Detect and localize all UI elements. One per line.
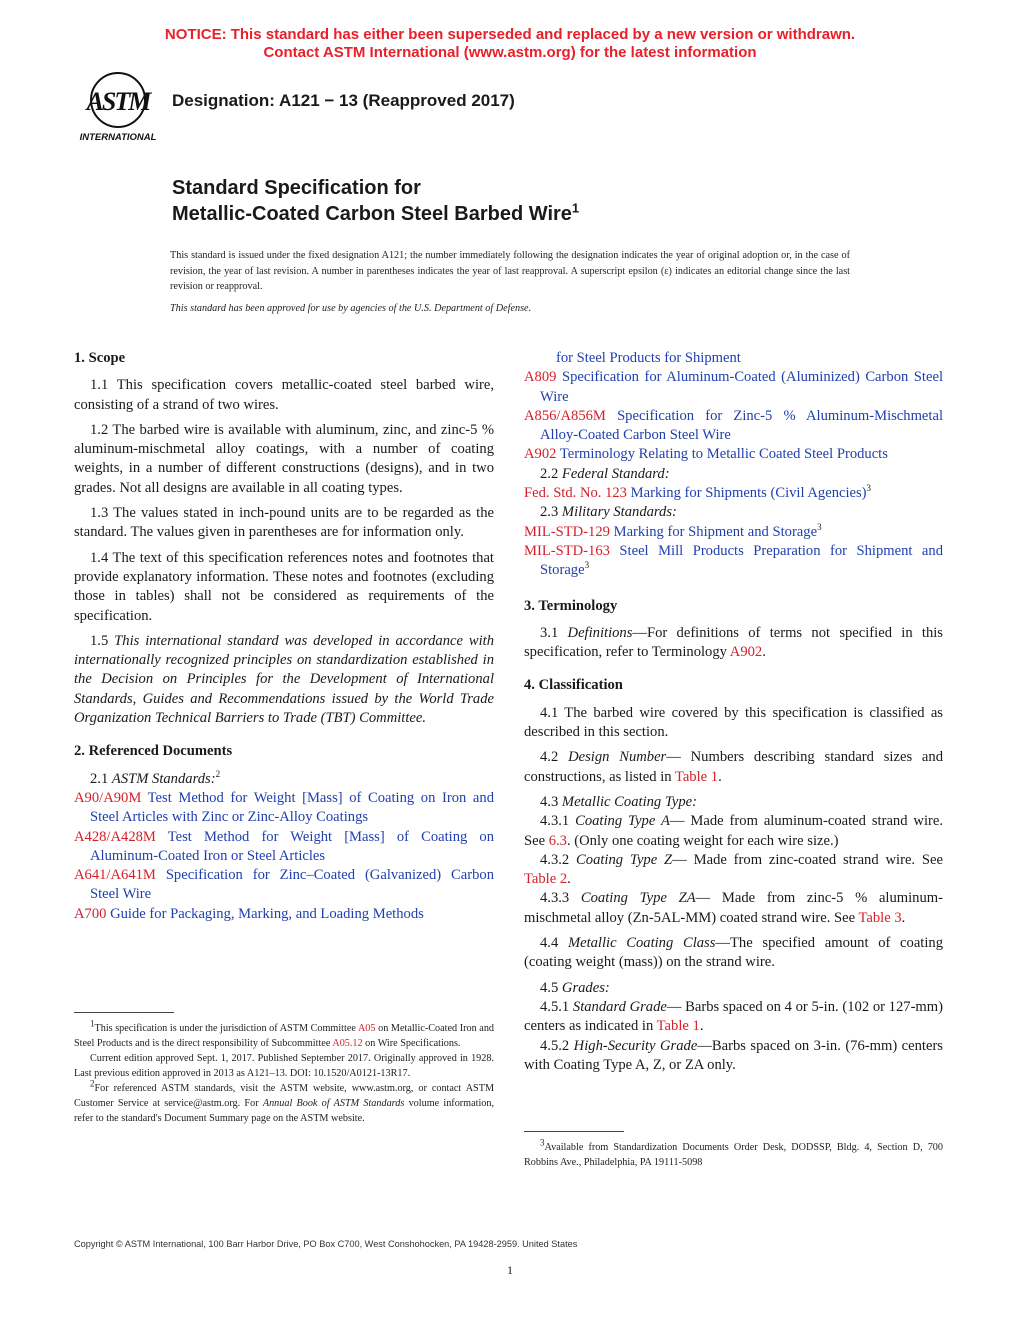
link-committee-a05[interactable]: A05 — [357, 1023, 376, 1034]
footnote-2: $^2$For referenced ASTM standards, visit the ASTM website, www.astm.org, or contact ASTM Customer Service at service@astm.org. For Annual Book of ASTM Standards volume information, refer to the standard's Document Summary page on the ASTM website. — [74, 1078, 495, 1124]
section-heading-scope: 1. Scope — [74, 350, 126, 366]
reference-a856[interactable]: A856/A856M Specification for Zinc-5 % Aluminum-Mischmetal Alloy-Coated Carbon Steel Wire — [524, 407, 943, 444]
paragraph-4-4: 4.4 Metallic Coating Class—The specified amount of coating (coating weight (mass)) on the strand wire. — [524, 935, 944, 971]
title-footnote-mark: 1 — [571, 200, 580, 216]
astm-logo — [72, 70, 164, 150]
link-table-1-grades[interactable]: Table 1 — [656, 1018, 700, 1035]
link-table-3[interactable]: Table 3 — [858, 909, 902, 926]
paragraph-1-2: 1.2 The barbed wire is available with aluminum, zinc, and zinc-5 % aluminum-mischmetal alloy coatings, with a number of coating weights, in a number of different constructions (designs), and in two grades. Not all designs are available in all coating types. — [74, 421, 494, 496]
reference-a902[interactable]: A902 Terminology Relating to Metallic Coated Steel Products — [524, 446, 888, 463]
footnote-3: $^3$Available from Standardization Documents Order Desk, DODSSP, Bldg. 4, Section D, 700 Robbins Ave., Philadelphia, PA 19111-5098 — [524, 1137, 943, 1168]
left-column — [74, 349, 494, 924]
reference-mil-std-129[interactable]: MIL-STD-129 Marking for Shipment and Storage$^3$ — [524, 521, 822, 540]
paragraph-4-5-2: 4.5.2 High-Security Grade—Barbs spaced on 3-in. (76-mm) centers with Coating Type A, Z, or ZA only. — [524, 1037, 943, 1073]
notice-line-1: NOTICE: This standard has either been superseded and replaced by a new version or withdrawn. — [164, 26, 856, 43]
paragraph-4-2: 4.2 Design Number— Numbers describing standard sizes and constructions, as listed in Table 1. — [524, 749, 943, 785]
paragraph-2-2: 2.2 Federal Standard: — [540, 465, 670, 482]
svg-text:ASTM: ASTM — [86, 87, 150, 116]
link-6-3[interactable]: 6.3 — [548, 832, 567, 849]
reference-a809[interactable]: A809 Specification for Aluminum-Coated (Aluminized) Carbon Steel Wire — [524, 369, 943, 405]
link-table-1[interactable]: Table 1 — [674, 768, 719, 785]
reference-a428[interactable]: A428/A428M Test Method for Weight [Mass] of Coating on Aluminum-Coated Iron or Steel Articles — [74, 828, 494, 864]
paragraph-1-5: 1.5 This international standard was developed in accordance with internationally recognized principles on standardization established in the Decision on Principles for the Development of International Standards, Guides and Recommendations issued by the World Trade Organization Technical Barriers to Trade (TBT) Committee. — [74, 632, 495, 727]
footnotes-left — [74, 1018, 495, 1126]
paragraph-4-3: 4.3 Metallic Coating Type: — [540, 793, 698, 810]
link-subcommittee-a05-12[interactable]: A05.12 — [332, 1038, 363, 1049]
paragraph-4-3-2: 4.3.2 Coating Type Z— Made from zinc-coated strand wire. See Table 2. — [524, 851, 943, 888]
paragraph-4-5-1: 4.5.1 Standard Grade— Barbs spaced on 4 or 5-in. (102 or 127-mm) centers as indicated in Table 1. — [524, 998, 943, 1035]
footnote-divider-right — [524, 1131, 624, 1132]
section-heading-terminology: 3. Terminology — [524, 597, 618, 614]
copyright-line: Copyright © ASTM International, 100 Barr Harbor Drive, PO Box C700, West Conshohocken, PA 19428-2959. United States — [74, 1239, 578, 1249]
reference-fed-std-123[interactable]: Fed. Std. No. 123 Marking for Shipments (Civil Agencies)$^3$ — [524, 483, 872, 502]
document-title — [172, 175, 579, 227]
right-column — [524, 349, 943, 1075]
footnote-1: $^1$This specification is under the jurisdiction of ASTM Committee A05 on Metallic-Coated Iron and Steel Products and is the direct responsibility of Subcommittee A05.12 on Wire Specifications. — [74, 1018, 495, 1049]
paragraph-4-1: 4.1 The barbed wire covered by this specification is classified as described in this section. — [524, 704, 943, 741]
svg-text:INTERNATIONAL: INTERNATIONAL — [79, 132, 157, 143]
designation: Designation: A121 − 13 (Reapproved 2017) — [172, 91, 515, 110]
footnote-divider-left — [74, 1012, 174, 1013]
paragraph-4-3-1: 4.3.1 Coating Type A— Made from aluminum-coated strand wire. See 6.3. (Only one coating weight for each wire size.) — [524, 813, 944, 849]
paragraph-2-3: 2.3 Military Standards: — [540, 504, 677, 521]
notice-line-2: Contact ASTM International (www.astm.org) for the latest information — [263, 44, 757, 61]
reference-a700-continued[interactable]: for Steel Products for Shipment — [556, 350, 741, 366]
dod-approval-note: This standard has been approved for use by agencies of the U.S. Department of Defense. — [170, 303, 532, 314]
paragraph-1-4: 1.4 The text of this specification references notes and footnotes that provide explanatory information. These notes and footnotes (excluding those in tables) shall not be considered as requirements of the specification. — [74, 549, 494, 624]
paragraph-4-5: 4.5 Grades: — [540, 979, 610, 996]
paragraph-4-3-3: 4.3.3 Coating Type ZA— Made from zinc-5 % aluminum-mischmetal alloy (Zn-5AL-MM) coated strand wire. See Table 3. — [524, 890, 943, 926]
section-heading-referenced-documents: 2. Referenced Documents — [74, 743, 233, 760]
section-heading-classification: 4. Classification — [524, 677, 623, 694]
reference-a90[interactable]: A90/A90M Test Method for Weight [Mass] of Coating on Iron and Steel Articles with Zinc or Zinc-Alloy Coatings — [74, 789, 494, 826]
title-line-1: Standard Specification for — [172, 177, 421, 199]
paragraph-1-3: 1.3 The values stated in inch-pound units are to be regarded as the standard. The values given in parentheses are for information only. — [74, 505, 494, 541]
reference-mil-std-163[interactable]: MIL-STD-163 Steel Mill Products Preparation for Shipment and Storage$^3$ — [524, 542, 943, 579]
title-line-2: Metallic-Coated Carbon Steel Barbed Wire$^1$ — [172, 200, 580, 225]
link-a902[interactable]: A902 — [729, 644, 763, 661]
link-table-2[interactable]: Table 2 — [524, 871, 568, 888]
page-number: 1 — [507, 1263, 513, 1277]
paragraph-3-1: 3.1 Definitions—For definitions of terms not specified in this specification, refer to Terminology A902. — [524, 624, 943, 661]
paragraph-2-1: 2.1 ASTM Standards:$^2$ — [90, 768, 221, 787]
reference-a700[interactable]: A700 Guide for Packaging, Marking, and Loading Methods — [74, 905, 424, 922]
paragraph-1-1: 1.1 This specification covers metallic-coated steel barbed wire, consisting of a strand of two wires. — [74, 377, 494, 413]
issuance-note: This standard is issued under the fixed designation A121; the number immediately following the designation indicates the year of original adoption or, in the case of revision, the year of last revision. A number in parentheses indicates the year of last reapproval. A superscript epsilon (ε) indicates an editorial change since the last revision or reapproval. — [170, 250, 850, 292]
reference-a641[interactable]: A641/A641M Specification for Zinc–Coated (Galvanized) Carbon Steel Wire — [74, 867, 494, 903]
supersession-notice — [0, 26, 1020, 62]
footnote-1-edition: Current edition approved Sept. 1, 2017. Published September 2017. Originally approved in 1928. Last previous edition approved in 2013 as A121–13. DOI: 10.1520/A0121-13R17. — [74, 1053, 494, 1079]
footnotes-right — [524, 1137, 943, 1170]
